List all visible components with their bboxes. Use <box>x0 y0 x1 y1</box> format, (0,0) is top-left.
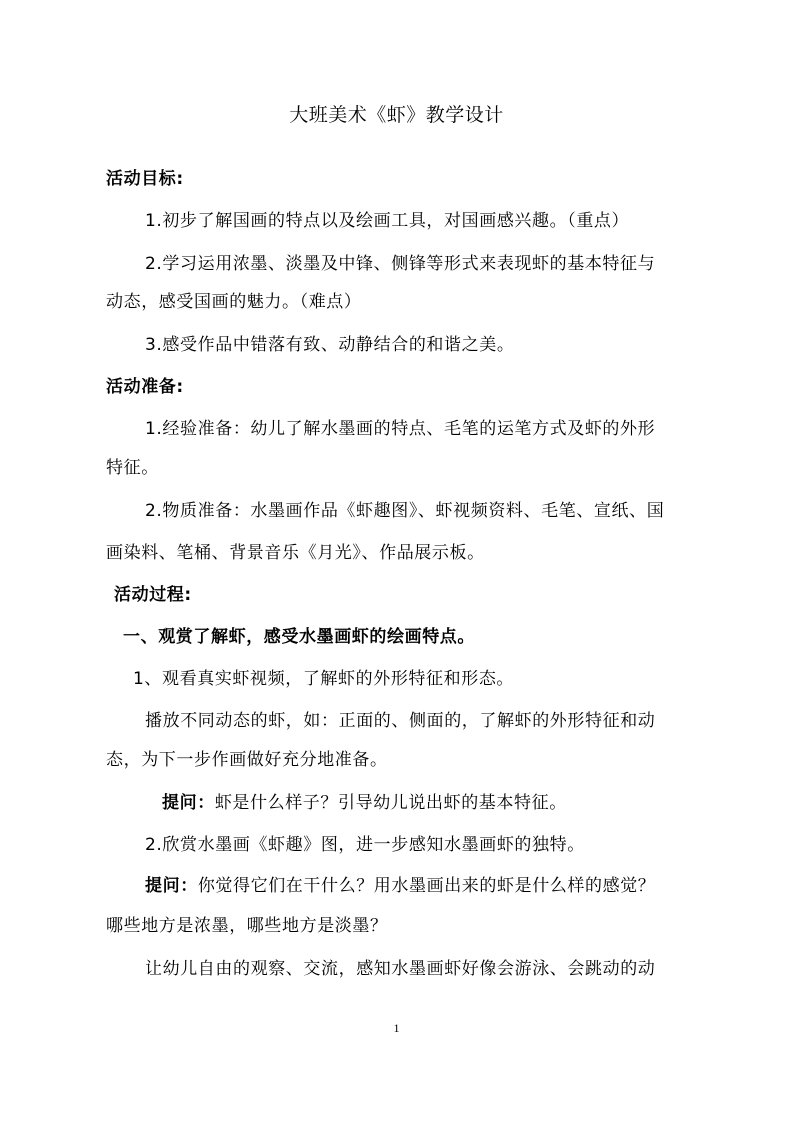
section-heading-process: 活动过程: <box>114 585 192 605</box>
section-heading-preparation: 活动准备: <box>106 377 184 397</box>
question-label: 提问： <box>162 793 215 813</box>
paragraph-line: 哪些地方是浓墨，哪些地方是淡墨？ <box>106 916 388 936</box>
paragraph-line: 让幼儿自由的观察、交流，感知水墨画虾好像会游泳、会跳动的动 <box>145 959 656 979</box>
question-label: 提问： <box>145 876 198 896</box>
paragraph-line: 态，为下一步作画做好充分地准备。 <box>106 750 388 770</box>
section-heading-goals: 活动目标: <box>106 169 184 189</box>
question-text: 你觉得它们在干什么？用水墨画出来的虾是什么样的感觉？ <box>197 876 656 896</box>
paragraph-line: 2.欣赏水墨画《虾趣》图，进一步感知水墨画虾的独特。 <box>145 835 585 855</box>
paragraph-line: 播放不同动态的虾，如：正面的、侧面的，了解虾的外形特征和动 <box>145 711 656 731</box>
paragraph-line: 2.学习运用浓墨、淡墨及中锋、侧锋等形式来表现虾的基本特征与 <box>145 254 656 274</box>
paragraph-line: 特征。 <box>106 458 159 478</box>
subsection-heading: 一、观赏了解虾，感受水墨画虾的绘画特点。 <box>123 627 475 647</box>
paragraph-line: 动态，感受国画的魅力。（难点） <box>106 292 362 312</box>
paragraph-line: 1、观看真实虾视频，了解虾的外形特征和形态。 <box>133 669 515 689</box>
paragraph-line: 3.感受作品中错落有致、动静结合的和谐之美。 <box>145 335 515 355</box>
question-line <box>145 871 735 901</box>
page-number: 1 <box>393 1021 400 1035</box>
document-title: 大班美术《虾》教学设计 <box>289 104 504 126</box>
paragraph-line: 2.物质准备：水墨画作品《虾趣图》、虾视频资料、毛笔、宣纸、国 <box>145 501 665 521</box>
paragraph-line: 1.经验准备：幼儿了解水墨画的特点、毛笔的运笔方式及虾的外形 <box>145 419 656 439</box>
paragraph-line: 画染料、笔桶、背景音乐《月光》、作品展示板。 <box>106 543 485 563</box>
question-line <box>162 788 752 818</box>
question-text: 虾是什么样子？引导幼儿说出虾的基本特征。 <box>214 793 567 813</box>
paragraph-line: 1.初步了解国画的特点以及绘画工具，对国画感兴趣。（重点） <box>145 211 630 231</box>
